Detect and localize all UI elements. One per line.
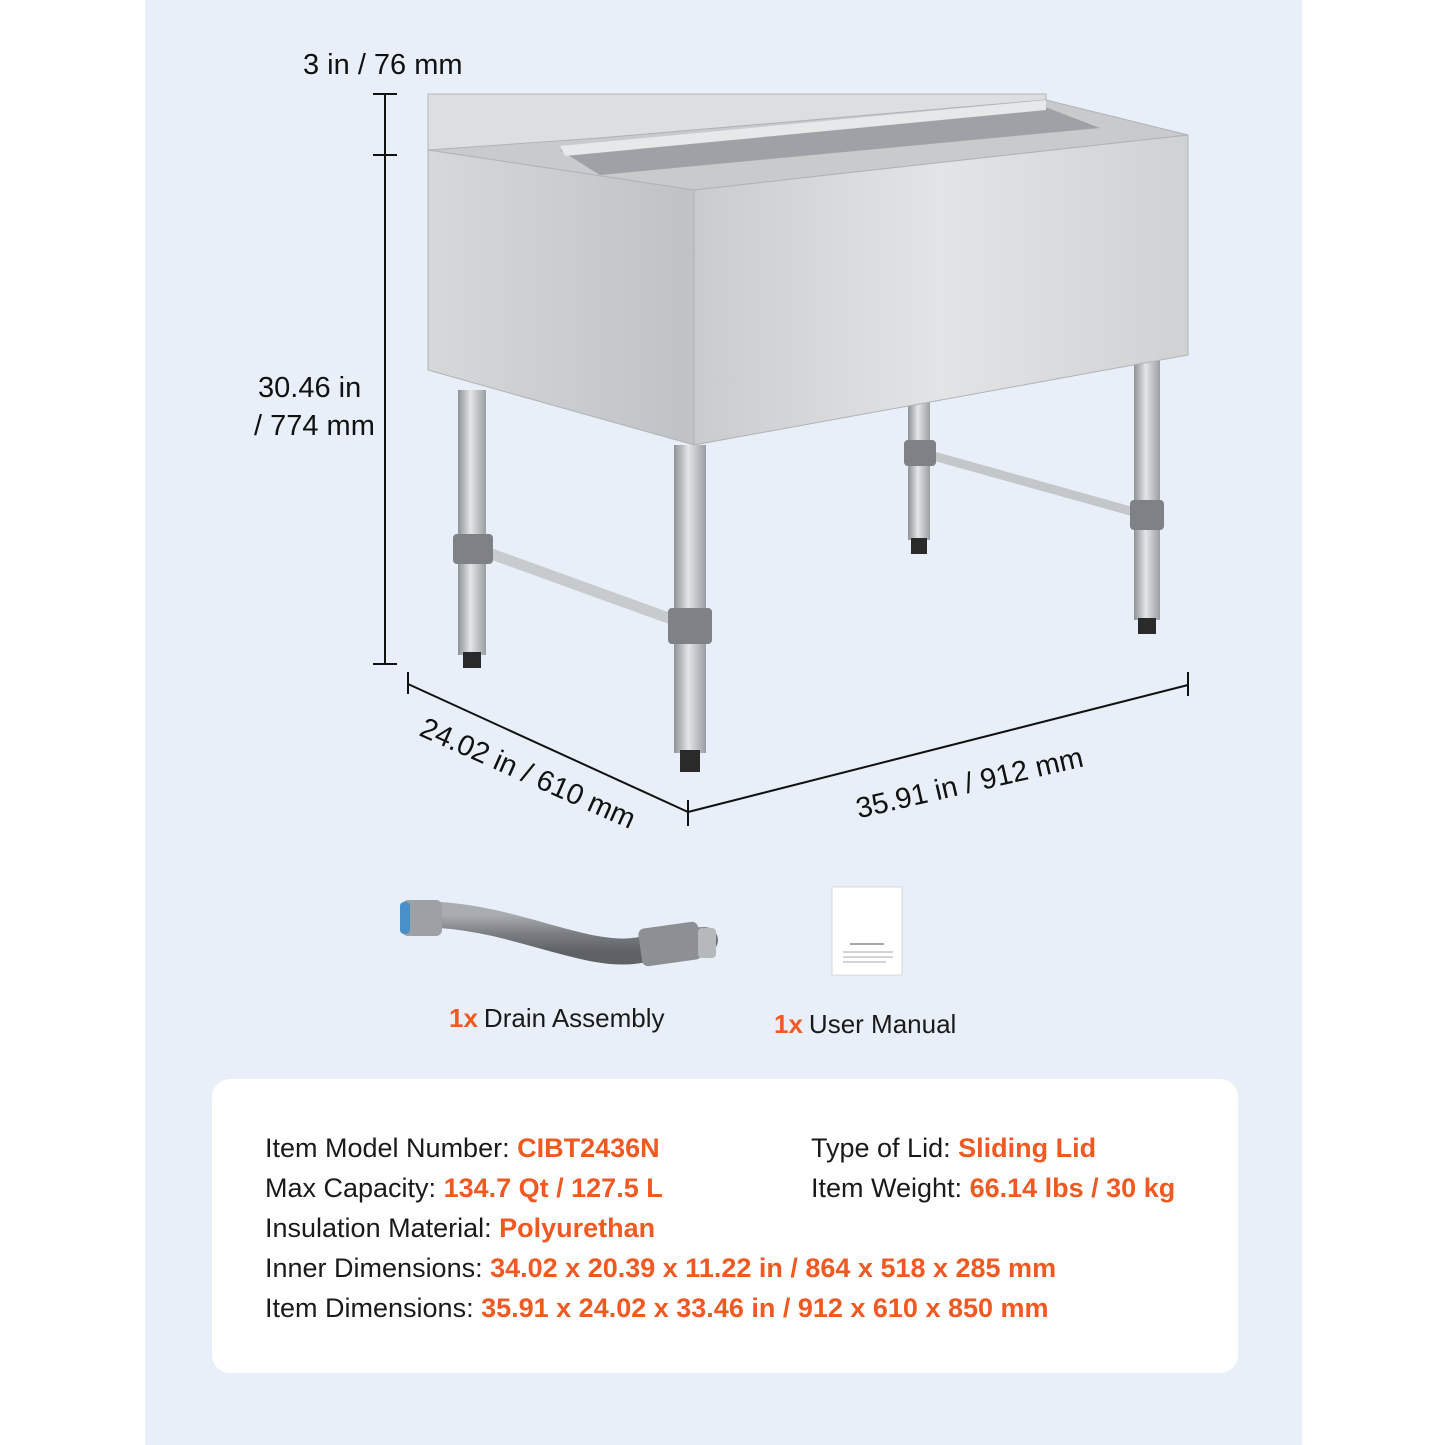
backsplash-height-label: 3 in / 76 mm: [303, 49, 463, 81]
user-manual-qty: 1x: [774, 1009, 803, 1039]
spec-inner-dimensions: [265, 1253, 1056, 1284]
spec-insulation-label: Insulation Material:: [265, 1213, 492, 1243]
drain-hose-icon: [400, 900, 716, 967]
depth-label: 24.02 in / 610 mm: [414, 712, 641, 836]
spec-insulation: [265, 1213, 655, 1244]
spec-item-dims-value: 35.91 x 24.02 x 33.46 in / 912 x 610 x 850 mm: [481, 1293, 1049, 1323]
spec-lid-label: Type of Lid:: [811, 1133, 951, 1163]
height-label-line2: / 774 mm: [254, 410, 375, 442]
drain-assembly-label: [449, 1003, 665, 1034]
user-manual-label: [774, 1009, 956, 1040]
spec-capacity-label: Max Capacity:: [265, 1173, 437, 1203]
spec-inner-value: 34.02 x 20.39 x 11.22 in / 864 x 518 x 285 mm: [490, 1253, 1057, 1283]
spec-capacity: [265, 1173, 663, 1204]
drain-assembly-qty: 1x: [449, 1003, 478, 1033]
spec-capacity-value: 134.7 Qt / 127.5 L: [443, 1173, 663, 1203]
spec-item-dims-label: Item Dimensions:: [265, 1293, 474, 1323]
spec-weight: [811, 1173, 1175, 1204]
height-dimension-line: [373, 94, 397, 664]
spec-model-value: CIBT2436N: [517, 1133, 660, 1163]
spec-lid-value: Sliding Lid: [958, 1133, 1097, 1163]
user-manual-name: User Manual: [808, 1009, 957, 1039]
spec-insulation-value: Polyurethan: [499, 1213, 656, 1243]
spec-lid: [811, 1133, 1096, 1164]
spec-model-label: Item Model Number:: [265, 1133, 510, 1163]
width-label: 35.91 in / 912 mm: [853, 741, 1087, 826]
height-label-line1: 30.46 in: [258, 372, 362, 404]
drain-assembly-name: Drain Assembly: [483, 1003, 665, 1033]
spec-inner-label: Inner Dimensions:: [265, 1253, 483, 1283]
spec-model: [265, 1133, 660, 1164]
spec-card: [212, 1079, 1238, 1373]
spec-weight-value: 66.14 lbs / 30 kg: [969, 1173, 1176, 1203]
manual-icon: [832, 887, 902, 975]
spec-weight-label: Item Weight:: [811, 1173, 963, 1203]
spec-item-dimensions: [265, 1293, 1049, 1324]
